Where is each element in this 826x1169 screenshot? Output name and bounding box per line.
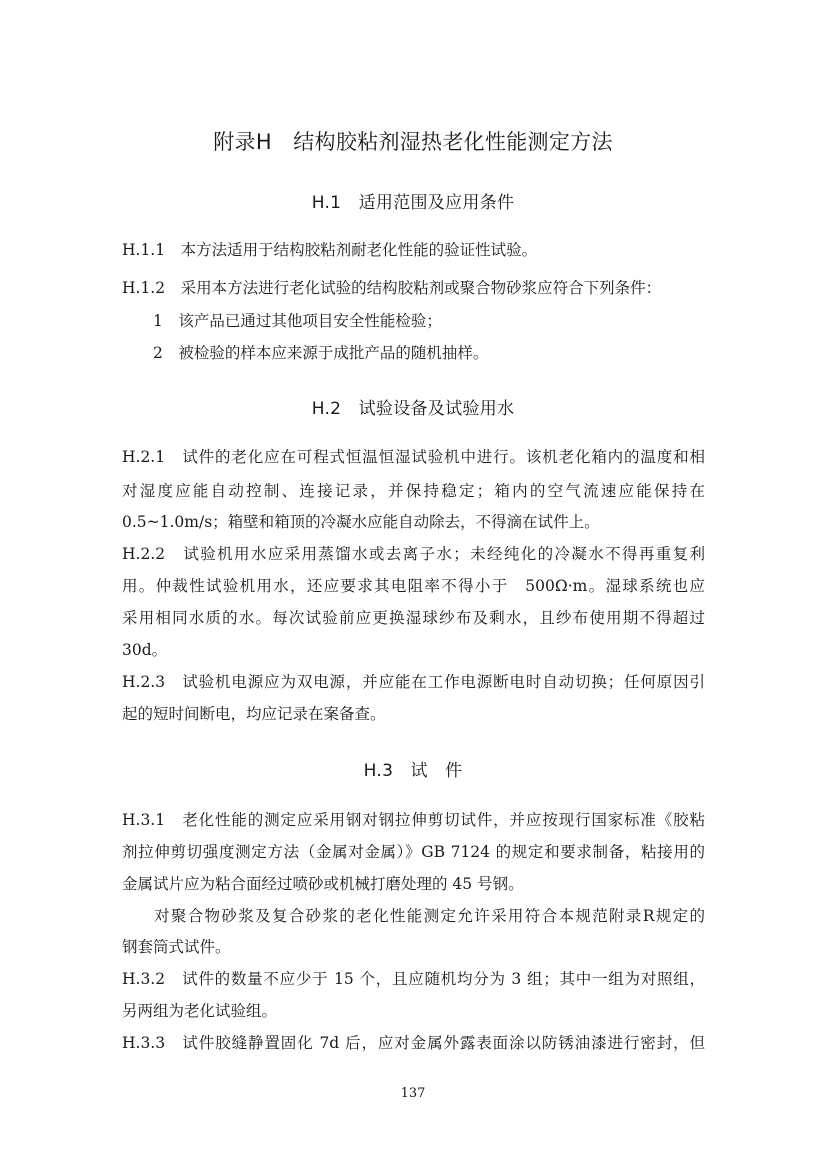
clause-h1-1: H.1.1 本方法适用于结构胶粘剂耐老化性能的验证性试验。 bbox=[122, 241, 538, 259]
clause-h3-2-line: 另两组为老化试验组。 bbox=[122, 1002, 278, 1020]
section-heading-h3: H.3 试 件 bbox=[363, 761, 463, 781]
clause-h2-1-line: 0.5~1.0m/s；箱壁和箱顶的冷凝水应能自动除去，不得滴在试件上。 bbox=[122, 513, 600, 531]
clause-h3-1-line: 剂拉伸剪切强度测定方法（金属对金属）》GB 7124 的规定和要求制备，粘接用的 bbox=[122, 843, 705, 861]
page-number: 137 bbox=[400, 1086, 426, 1101]
clause-h2-3-line: 起的短时间断电，均应记录在案备查。 bbox=[122, 705, 386, 723]
clause-h2-1-line: H.2.1 试件的老化应在可程式恒温恒湿试验机中进行。该机老化箱内的温度和相 bbox=[122, 448, 705, 466]
condition-item-2: 2 被检验的样本应来源于成批产品的随机抽样。 bbox=[153, 344, 489, 362]
clause-h3-1-line: H.3.1 老化性能的测定应采用钢对钢拉伸剪切试件，并应按现行国家标准《胶粘 bbox=[122, 811, 705, 829]
clause-h2-2-line: H.2.2 试验机用水应采用蒸馏水或去离子水；未经纯化的冷凝水不得再重复利 bbox=[122, 545, 705, 563]
clause-h2-2-line: 采用相同水质的水。每次试验前应更换湿球纱布及剩水，且纱布使用期不得超过 bbox=[122, 609, 705, 627]
clause-h3-1-note-line: 对聚合物砂浆及复合砂浆的老化性能测定允许采用符合本规范附录R规定的 bbox=[154, 907, 705, 925]
clause-h1-2: H.1.2 采用本方法进行老化试验的结构胶粘剂或聚合物砂浆应符合下列条件： bbox=[122, 279, 662, 297]
section-heading-h2: H.2 试验设备及试验用水 bbox=[311, 399, 515, 419]
section-heading-h1: H.1 适用范围及应用条件 bbox=[311, 193, 515, 213]
condition-item-1: 1 该产品已通过其他项目安全性能检验； bbox=[153, 312, 442, 330]
clause-h2-2-line: 30d。 bbox=[122, 641, 168, 659]
clause-h3-1-note-line: 钢套筒式试件。 bbox=[122, 938, 231, 956]
clause-h3-3-line: H.3.3 试件胶缝静置固化 7d 后，应对金属外露表面涂以防锈油漆进行密封，但 bbox=[122, 1034, 705, 1052]
clause-h3-1-line: 金属试片应为粘合面经过喷砂或机械打磨处理的 45 号钢。 bbox=[122, 875, 524, 893]
clause-h2-1-line: 对湿度应能自动控制、连接记录，并保持稳定；箱内的空气流速应能保持在 bbox=[122, 482, 705, 500]
page-title: 附录H 结构胶粘剂湿热老化性能测定方法 bbox=[213, 130, 613, 154]
clause-h2-3-line: H.2.3 试验机电源应为双电源，并应能在工作电源断电时自动切换；任何原因引 bbox=[122, 673, 705, 691]
clause-h3-2-line: H.3.2 试件的数量不应少于 15 个，且应随机均分为 3 组；其中一组为对照组， bbox=[122, 970, 705, 988]
clause-h2-2-line: 用。仲裁性试验机用水，还应要求其电阻率不得小于 500Ω·m。湿球系统也应 bbox=[122, 577, 705, 595]
